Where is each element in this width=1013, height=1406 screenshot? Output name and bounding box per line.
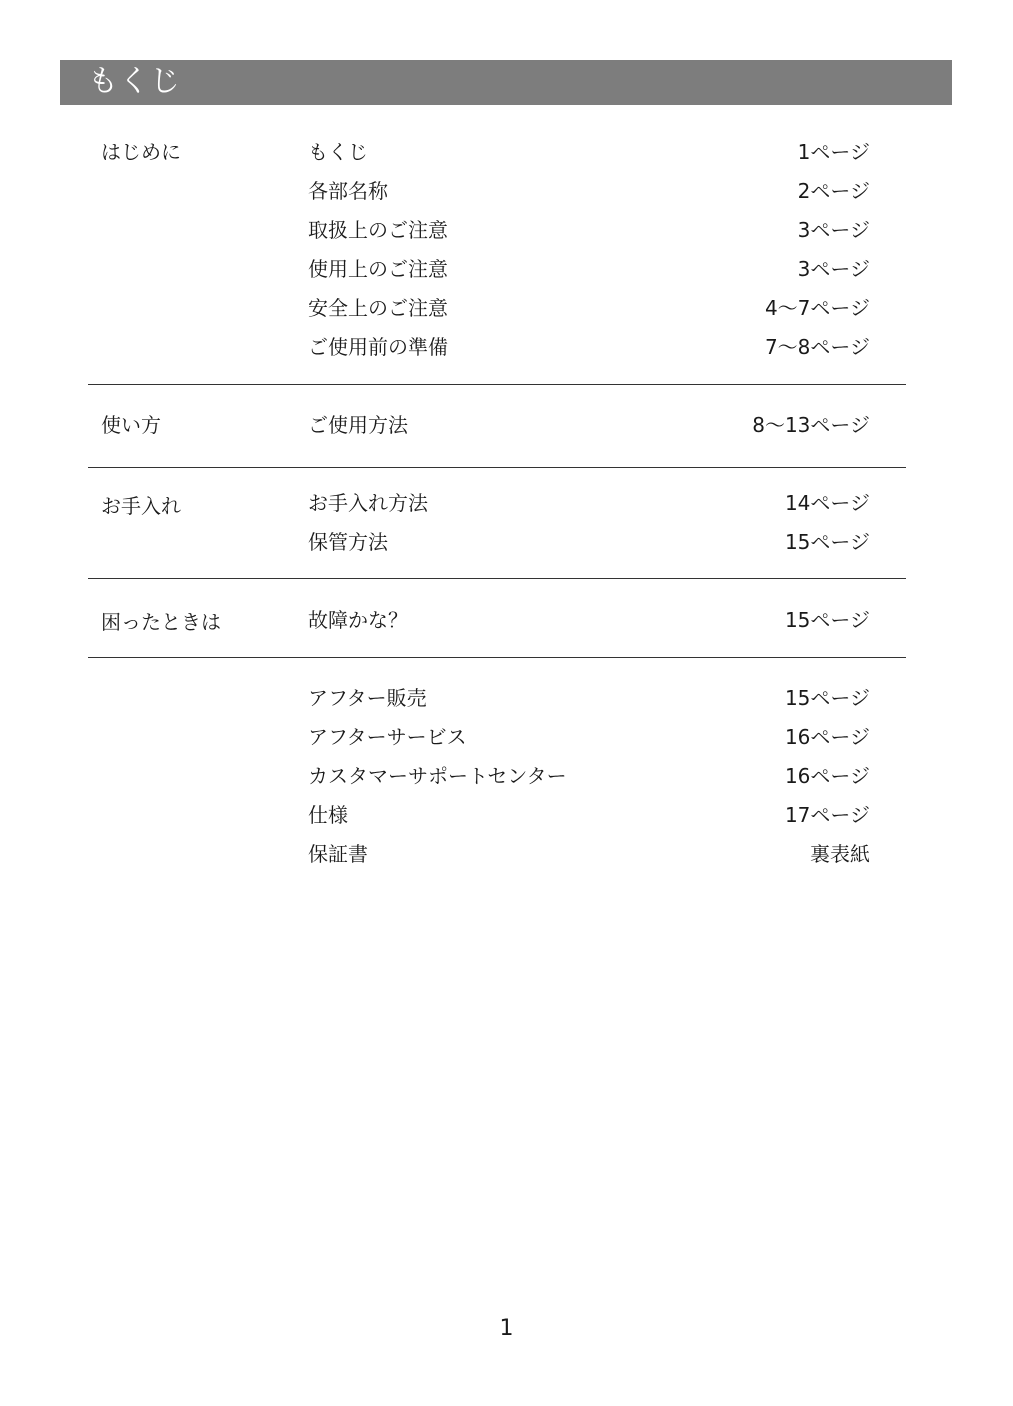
toc-entry-page: 1ページ <box>797 140 870 164</box>
toc-entry-page: 7〜8ページ <box>764 335 870 359</box>
toc-entry-label: ご使用方法 <box>308 413 408 437</box>
toc-entry-page: 15ページ <box>784 686 870 710</box>
page-title: もくじ <box>88 64 181 99</box>
toc-entry[interactable] <box>0 138 1013 166</box>
section-divider <box>88 578 906 579</box>
section-heading: 困ったときは <box>101 610 221 634</box>
toc-entry-label: もくじ <box>308 140 368 164</box>
toc-entry[interactable] <box>0 528 1013 556</box>
toc-entry-label: 保証書 <box>308 842 368 866</box>
toc-entry-label: ご使用前の準備 <box>308 335 448 359</box>
toc-entry-label: アフター販売 <box>308 686 427 710</box>
toc-entry-page: 3ページ <box>797 218 870 242</box>
toc-entry-page: 16ページ <box>784 764 870 788</box>
section-divider <box>88 384 906 385</box>
section-heading: お手入れ <box>101 494 181 518</box>
toc-entry-label: 保管方法 <box>308 530 388 554</box>
toc-entry[interactable] <box>0 411 1013 439</box>
toc-entry[interactable] <box>0 801 1013 829</box>
toc-entry-label: 取扱上のご注意 <box>308 218 448 242</box>
toc-entry-label: カスタマーサポートセンター <box>308 764 567 788</box>
toc-entry-label: 仕様 <box>308 803 348 827</box>
toc-entry[interactable] <box>0 177 1013 205</box>
toc-entry-label: お手入れ方法 <box>308 491 428 515</box>
toc-entry-page: 15ページ <box>784 608 870 632</box>
section-divider <box>88 467 906 468</box>
toc-entry-label: 各部名称 <box>308 179 388 203</box>
toc-entry-label: アフターサービス <box>308 725 467 749</box>
page-number: 1 <box>499 1316 514 1341</box>
toc-entry[interactable] <box>0 840 1013 868</box>
toc-entry-label: 故障かな？ <box>308 608 408 632</box>
toc-entry-page: 3ページ <box>797 257 870 281</box>
toc-entry-page: 17ページ <box>784 803 870 827</box>
section-heading: はじめに <box>101 140 181 164</box>
toc-entry[interactable] <box>0 216 1013 244</box>
toc-entry[interactable] <box>0 489 1013 517</box>
toc-entry-page: 8〜13ページ <box>752 413 870 437</box>
toc-entry-label: 安全上のご注意 <box>308 296 448 320</box>
toc-entry-page: 16ページ <box>784 725 870 749</box>
toc-entry[interactable] <box>0 684 1013 712</box>
toc-entry-label: 使用上のご注意 <box>308 257 448 281</box>
toc-entry[interactable] <box>0 723 1013 751</box>
toc-entry-page: 裏表紙 <box>810 842 870 866</box>
toc-entry[interactable] <box>0 255 1013 283</box>
section-divider <box>88 657 906 658</box>
section-heading: 使い方 <box>101 413 161 437</box>
title-bar <box>60 60 952 105</box>
toc-entry[interactable] <box>0 606 1013 634</box>
toc-entry-page: 14ページ <box>784 491 870 515</box>
toc-entry[interactable] <box>0 294 1013 322</box>
toc-entry-page: 2ページ <box>797 179 870 203</box>
toc-entry[interactable] <box>0 762 1013 790</box>
toc-entry-page: 15ページ <box>784 530 870 554</box>
toc-entry-page: 4〜7ページ <box>764 296 870 320</box>
toc-entry[interactable] <box>0 333 1013 361</box>
